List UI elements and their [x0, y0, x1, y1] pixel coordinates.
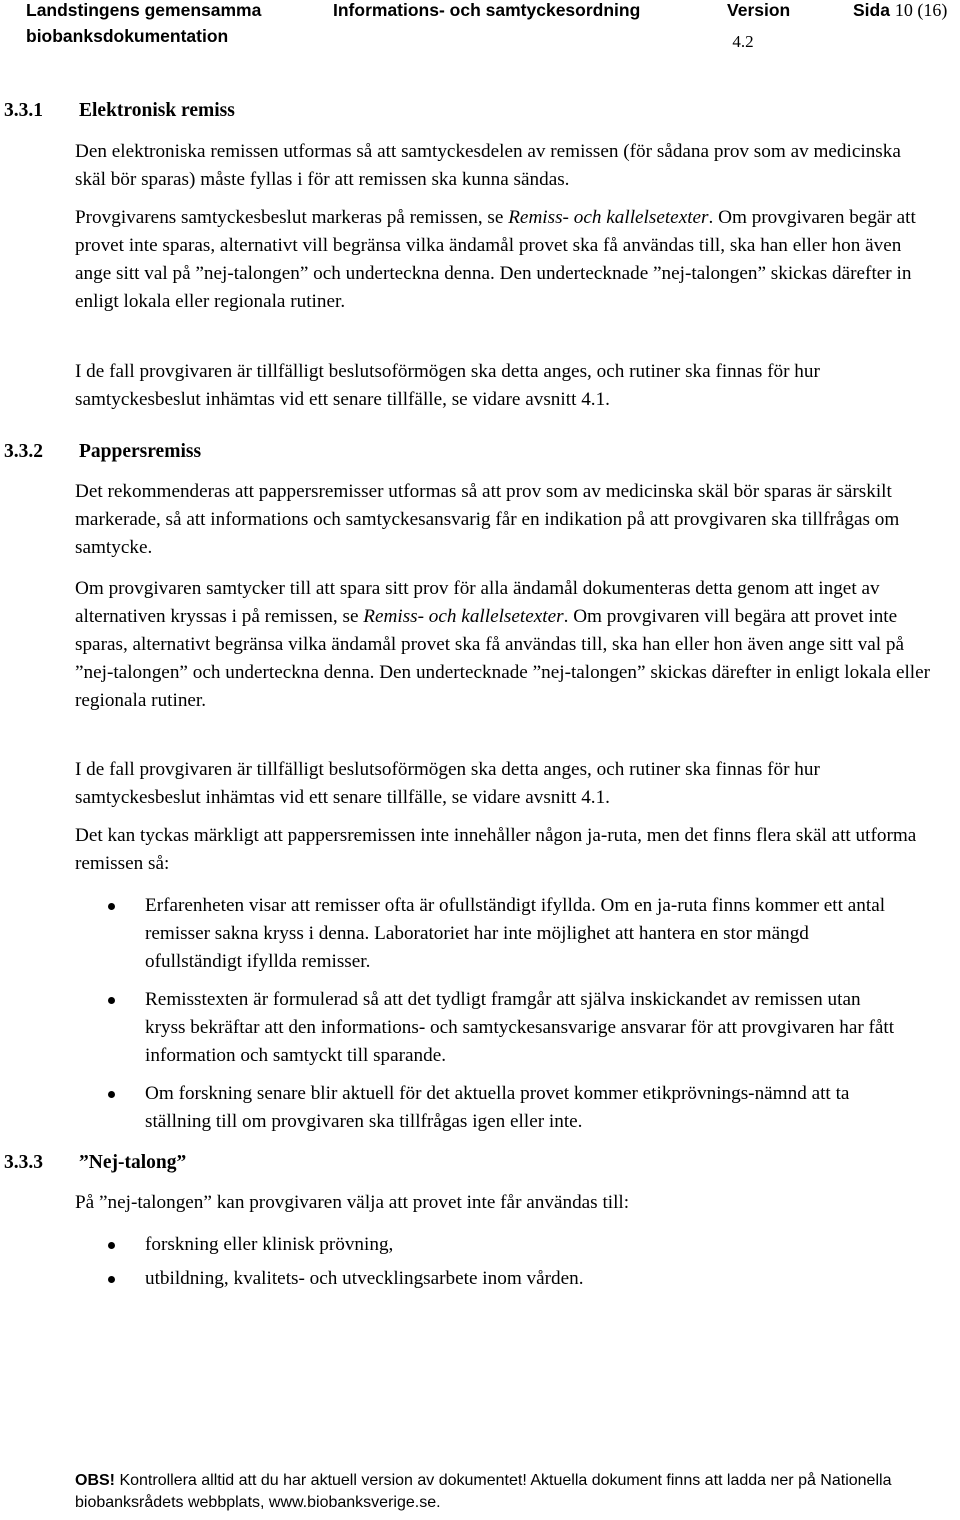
section-heading-3-3-1 [0, 97, 235, 125]
section-heading-3-3-2 [0, 438, 201, 466]
bullet-list [75, 1231, 895, 1303]
bullet-icon [108, 997, 115, 1004]
bullet-icon [108, 1276, 115, 1283]
bullet-icon [108, 903, 115, 910]
header-page [853, 0, 947, 23]
list-item: Remisstexten är formulerad så att det tydligt framgår att själva inskickandet av remissen utan kryss bekräftar att den informations- och samtyckesansvarige ansvarar för att provgivaren har fått information och samtyckt till sparande. [75, 986, 895, 1070]
page-footer [75, 1470, 945, 1514]
reference-link: Remiss- och kallelsetexter [508, 207, 709, 228]
header-version [727, 0, 827, 55]
bullet-icon [108, 1091, 115, 1098]
list-item: utbildning, kvalitets- och utvecklingsarbete inom vården. [75, 1265, 895, 1293]
paragraph: Det kan tyckas märkligt att pappersremissen inte innehåller någon ja-ruta, men det finns flera skäl att utforma remissen så: [75, 825, 917, 874]
section-heading-3-3-3 [0, 1149, 186, 1177]
list-item: Erfarenheten visar att remisser ofta är ofullständigt ifyllda. Om en ja-ruta finns kommer ett antal remisser sakna kryss i denna. Laboratoriet har inte möjlighet att hantera en stor mängd ofullständigt ifyllda remisser. [75, 892, 895, 976]
section-title: Elektronisk remiss [79, 100, 235, 121]
header-page-label: Sida [853, 0, 890, 20]
header-document-title: Informations- och samtyckesordning [333, 0, 641, 20]
footer-obs: OBS! [75, 1472, 115, 1489]
list-item: Om forskning senare blir aktuell för det aktuella provet kommer etikprövnings-nämnd att ta ställning till om provgivaren ska tillfrågas igen eller inte. [75, 1080, 895, 1136]
header-page-number: 10 (16) [894, 0, 948, 20]
paragraph: Den elektroniska remissen utformas så att samtyckesdelen av remissen (för sådana prov som av medicinska skäl bör sparas) måste fyllas i för att remissen ska kunna sändas. [75, 141, 901, 190]
paragraph: I de fall provgivaren är tillfälligt beslutsoförmögen ska detta anges, och rutiner ska finnas för hur samtyckesbeslut inhämtas vid ett senare tillfälle, se vidare avsnitt 4.1. [75, 361, 820, 410]
bullet-list [75, 892, 895, 1146]
footer-text: Kontrollera alltid att du har aktuell version av dokumentet! Aktuella dokument finns att ladda ner på Nationella biobanksrådets webbplats, www.biobanksverige.se. [75, 1472, 892, 1511]
section-title: Pappersremiss [79, 441, 202, 462]
paragraph: Om provgivaren samtycker till att spara sitt prov för alla ändamål dokumenteras detta genom att inget av alternativen kryssas i på remissen, se Remiss- och kallelsetexter. Om provgivaren vill begära att provet inte sparas, alternativt begränsa vilka ändamål provet ska få användas till, ska han eller hon även ange sitt val på ”nej-talongen” och underteckna denna. Den undertecknade ”nej-talongen” skickas därefter in enligt lokala eller regionala rutiner. [75, 578, 931, 711]
section-number: 3.3.2 [4, 441, 43, 462]
section-title: ”Nej-talong” [79, 1152, 187, 1173]
section-number: 3.3.3 [4, 1152, 43, 1173]
paragraph: Provgivarens samtyckesbeslut markeras på remissen, se Remiss- och kallelsetexter. Om provgivaren begär att provet inte sparas, alternativt vill begränsa vilka ändamål provet ska få användas till, ska han eller hon även ange sitt val på ”nej-talongen” och underteckna denna. Den undertecknade ”nej-talongen” skickas därefter in enligt lokala eller regionala rutiner. [75, 207, 916, 312]
header-organization: Landstingens gemensamma biobanksdokumentation [26, 0, 262, 46]
section-number: 3.3.1 [4, 100, 43, 121]
reference-link: Remiss- och kallelsetexter [363, 606, 564, 627]
bullet-icon [108, 1242, 115, 1249]
header-version-number: 4.2 [732, 32, 754, 51]
paragraph: Det rekommenderas att pappersremisser utformas så att prov som av medicinska skäl bör sparas är särskilt markerade, så att informations och samtyckesansvarig får en indikation på att provgivaren ska tillfrågas om samtycke. [75, 481, 900, 558]
paragraph: I de fall provgivaren är tillfälligt beslutsoförmögen ska detta anges, och rutiner ska finnas för hur samtyckesbeslut inhämtas vid ett senare tillfälle, se vidare avsnitt 4.1. [75, 759, 820, 808]
paragraph: På ”nej-talongen” kan provgivaren välja att provet inte får användas till: [75, 1192, 630, 1213]
list-item: forskning eller klinisk prövning, [75, 1231, 895, 1259]
page-header [0, 0, 960, 60]
header-version-label: Version [727, 0, 791, 20]
